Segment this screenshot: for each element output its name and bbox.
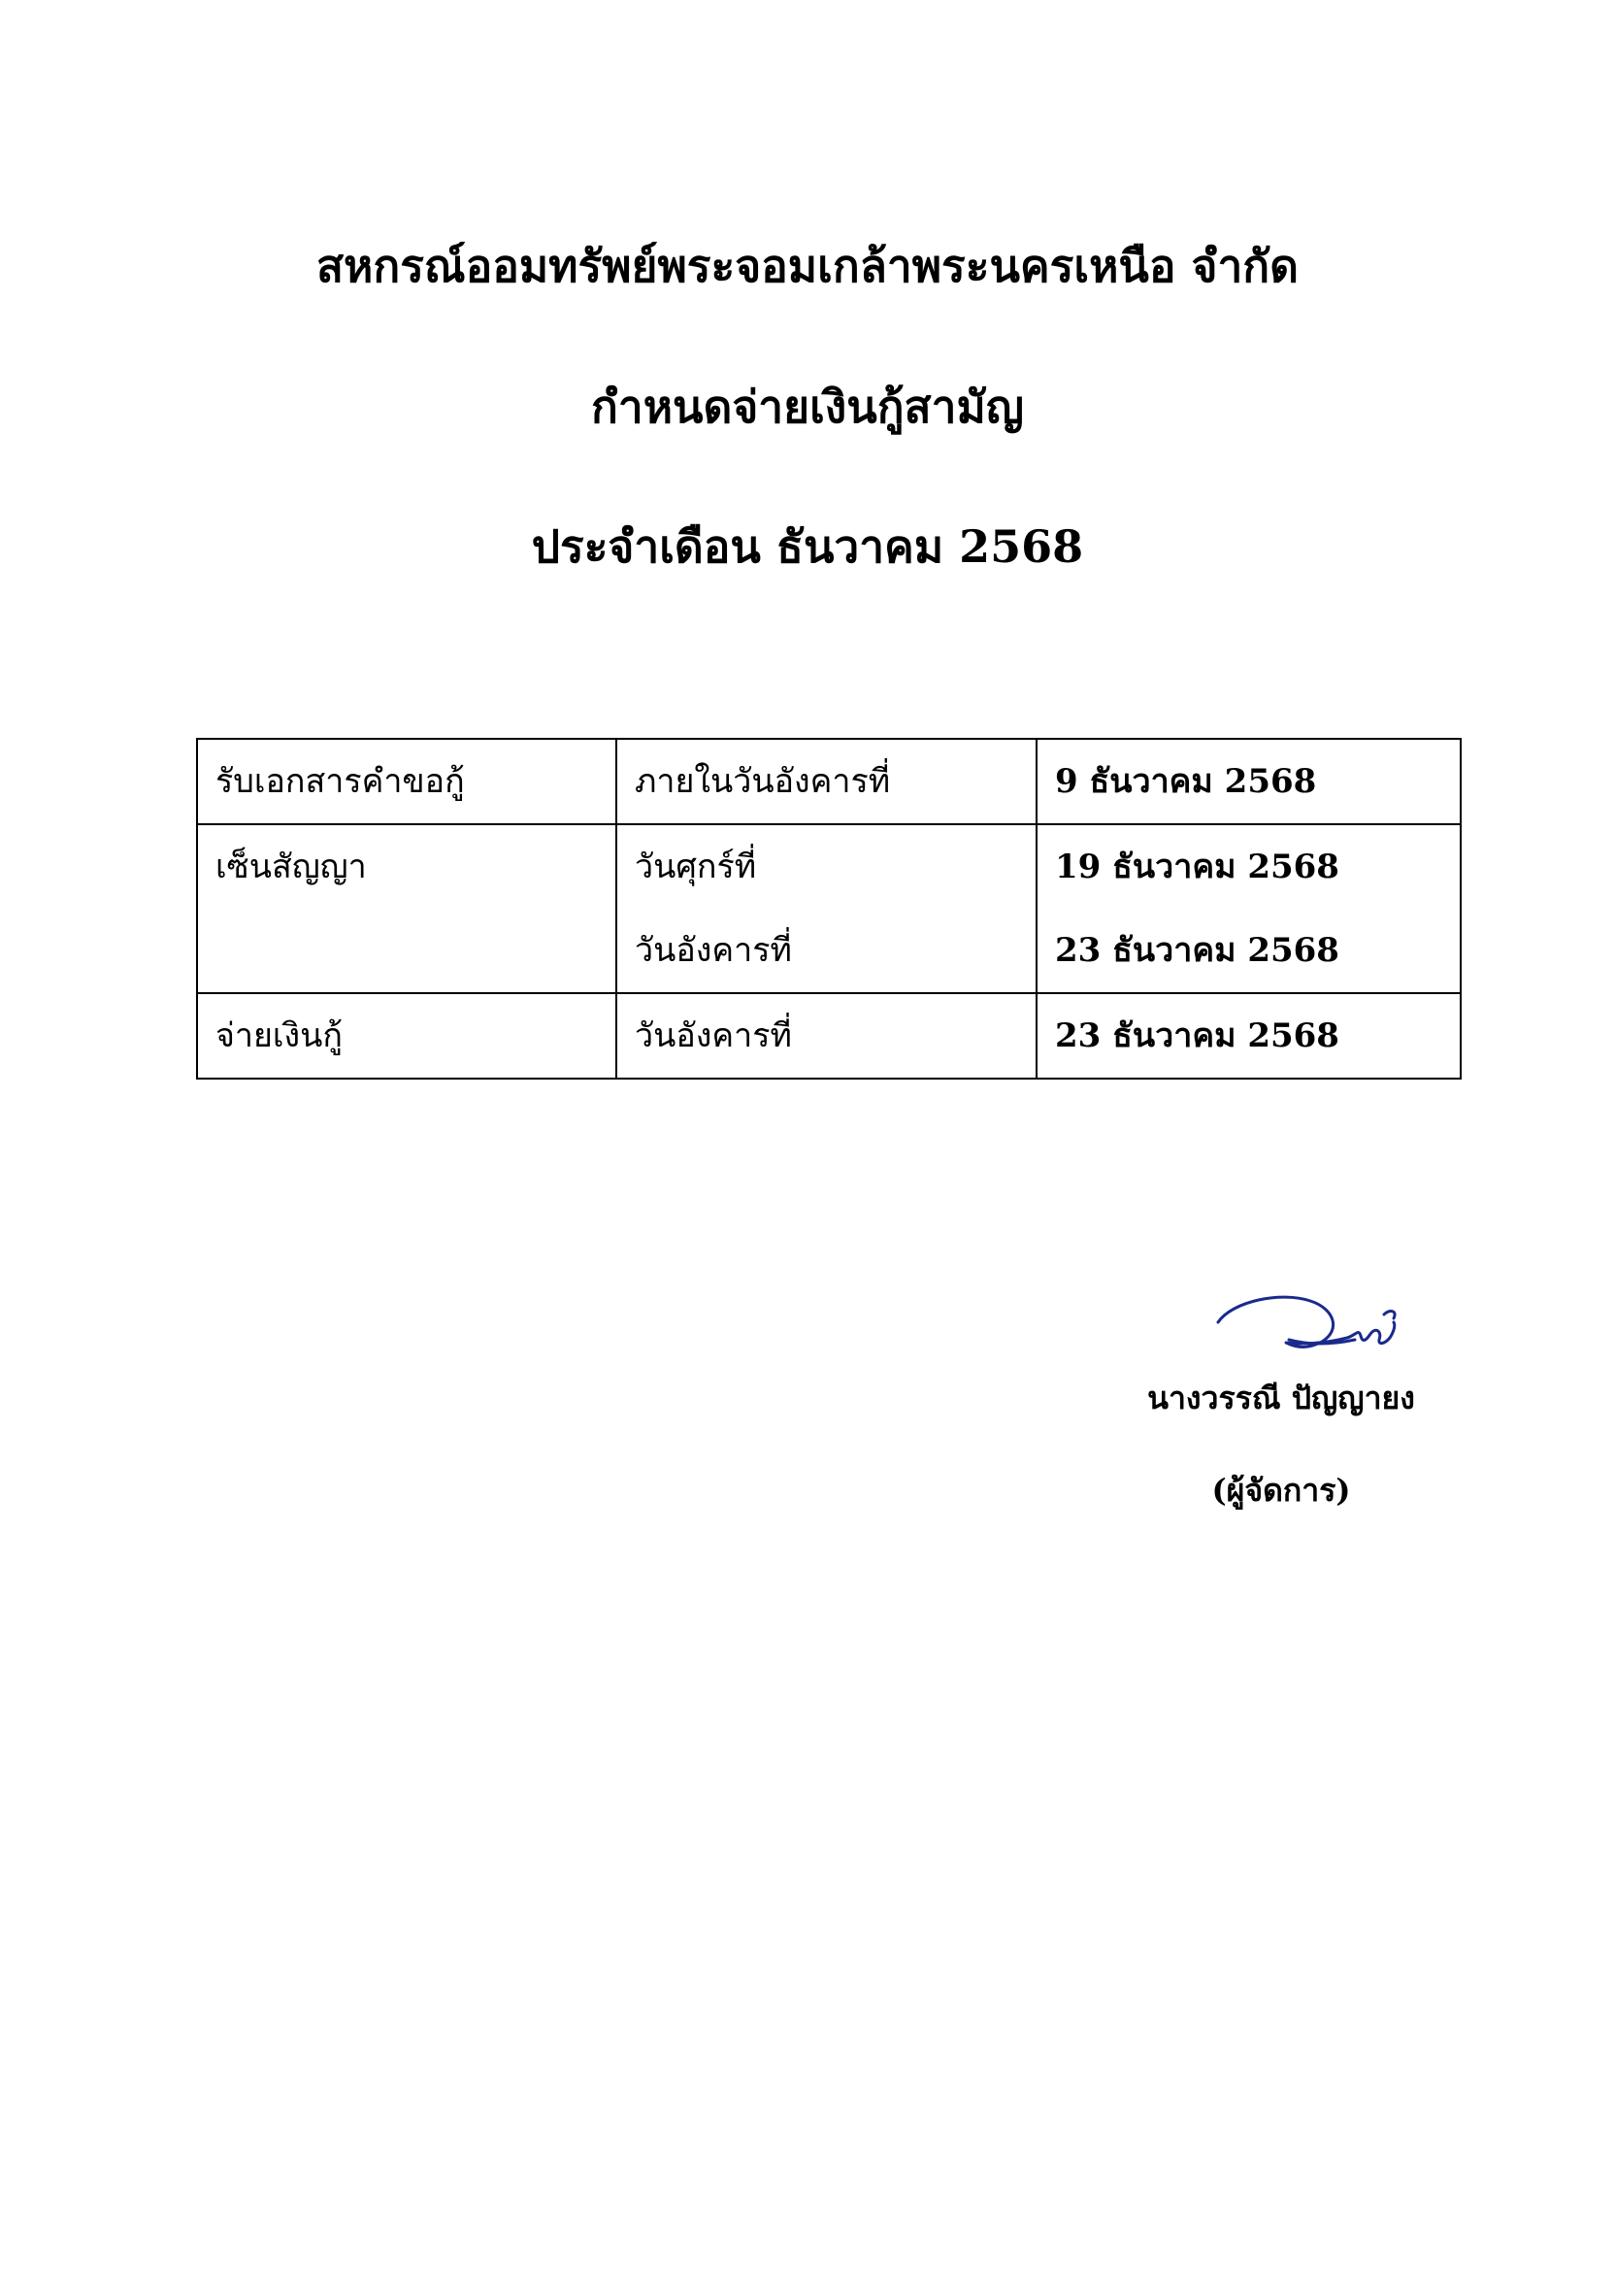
day-text: ภายในวันอังคารที่ — [635, 762, 891, 801]
day-text: วันอังคารที่ — [635, 931, 792, 970]
row-label: จ่ายเงินกู้ — [215, 1016, 343, 1055]
table-row — [197, 824, 1461, 993]
signer-name: นางวรรณี ปัญญายง — [1147, 1380, 1415, 1416]
organization-name: สหกรณ์ออมทรัพย์พระจอมเกล้าพระนครเหนือ จำกัด — [315, 240, 1300, 292]
date-text: 23 ธันวาคม 2568 — [1055, 1016, 1339, 1055]
schedule-table — [196, 738, 1462, 1080]
table-row — [197, 739, 1461, 824]
row-label: รับเอกสารคำขอกู้ — [215, 762, 465, 801]
date-text: 23 ธันวาคม 2568 — [1055, 931, 1339, 970]
document-title: กำหนดจ่ายเงินกู้สามัญ — [591, 381, 1024, 433]
day-cell — [616, 739, 1037, 824]
day-text: วันอังคารที่ — [635, 1016, 792, 1055]
day-text: วันศุกร์ที่ — [635, 848, 757, 886]
row-label-cell — [197, 993, 616, 1079]
signer-title: (ผู้จัดการ) — [1211, 1472, 1351, 1509]
date-cell — [1037, 824, 1461, 993]
row-label: เซ็นสัญญา — [215, 848, 367, 886]
handwritten-signature-icon — [1116, 1272, 1485, 1379]
signature-image — [1116, 1272, 1485, 1379]
document-period: ประจำเดือน ธันวาคม 2568 — [531, 520, 1084, 573]
row-label-cell — [197, 739, 616, 824]
date-text: 19 ธันวาคม 2568 — [1055, 848, 1339, 886]
day-cell — [616, 993, 1037, 1079]
row-label-cell — [197, 824, 616, 993]
date-cell — [1037, 739, 1461, 824]
day-cell — [616, 824, 1037, 993]
date-cell — [1037, 993, 1461, 1079]
date-text: 9 ธันวาคม 2568 — [1055, 762, 1317, 801]
table-row — [197, 993, 1461, 1079]
